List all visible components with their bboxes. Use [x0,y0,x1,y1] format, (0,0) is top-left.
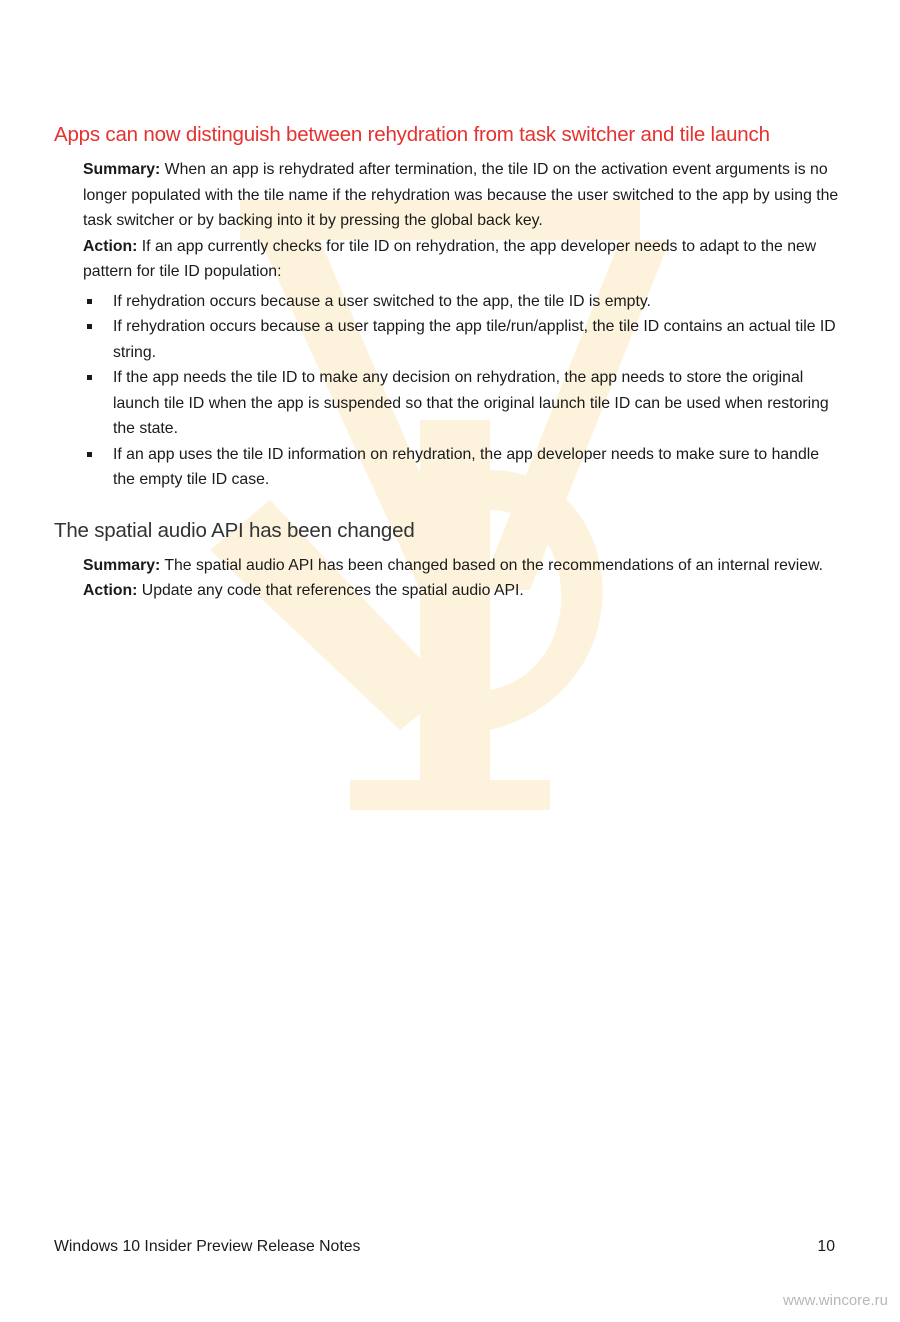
summary-paragraph [83,553,844,579]
section-body-spatial-audio [54,553,844,604]
action-text: If an app currently checks for tile ID on rehydration, the app developer needs to adapt to the new pattern for tile ID population: [83,237,817,280]
section-heading-rehydration: Apps can now distinguish between rehydration from task switcher and tile launch [54,123,770,146]
footer-document-title: Windows 10 Insider Preview Release Notes [54,1238,361,1255]
section-body-rehydration [54,157,844,285]
page-number: 10 [817,1238,835,1255]
action-text: Update any code that references the spatial audio API. [137,582,524,599]
square-bullet-icon [87,452,92,457]
site-watermark-text: www.wincore.ru [782,1292,888,1309]
list-item [84,289,844,315]
list-item [84,442,844,493]
list-item-text: If the app needs the tile ID to make any decision on rehydration, the app needs to store the original launch tile ID when the app is suspended so that the original launch tile ID can be used when restoring the state. [113,369,829,437]
summary-label: Summary: [83,556,161,574]
list-item [84,314,844,365]
list-item-text: If rehydration occurs because a user switched to the app, the tile ID is empty. [113,292,651,310]
square-bullet-icon [87,324,92,329]
square-bullet-icon [87,299,92,304]
document-body [54,122,844,604]
action-label: Action: [83,582,138,599]
list-item-text: If rehydration occurs because a user tapping the app tile/run/applist, the tile ID contains an actual tile ID string. [113,318,836,361]
rehydration-bullet-list [54,289,844,493]
square-bullet-icon [87,375,92,380]
action-paragraph [83,578,844,604]
list-item-text: If an app uses the tile ID information on rehydration, the app developer needs to make sure to handle the empty tile ID case. [113,445,820,488]
summary-paragraph [83,157,844,234]
section-heading-spatial-audio: The spatial audio API has been changed [54,518,415,542]
summary-label: Summary: [83,161,161,178]
summary-text: When an app is rehydrated after termination, the tile ID on the activation event arguments is no longer populated with the tile name if the rehydration was because the user switched to the app by using the task switcher or by backing into it by pressing the global back key. [83,161,839,229]
list-item [84,365,844,442]
action-paragraph [83,234,844,285]
summary-text: The spatial audio API has been changed based on the recommendations of an internal review. [160,556,824,574]
action-label: Action: [83,237,138,255]
